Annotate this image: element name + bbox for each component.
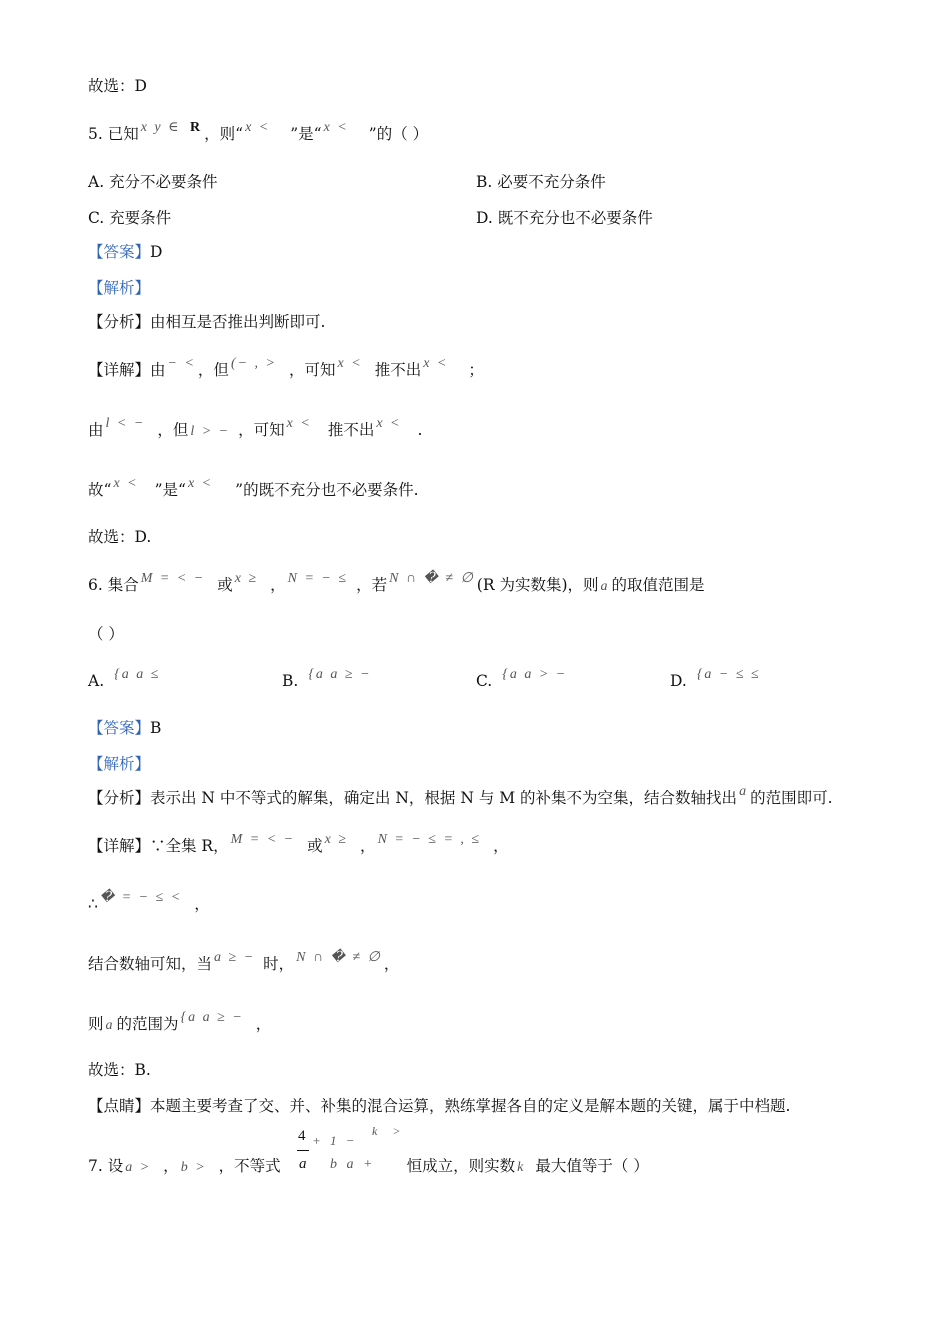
q6-math-2: x ≥ bbox=[234, 571, 259, 586]
q5-math-1: x y ∈ bbox=[140, 120, 187, 135]
q6-detail-line-1 bbox=[88, 832, 509, 858]
q5-line2-prefix: 由 bbox=[88, 421, 104, 439]
q5-fenxi: 【分析】由相互是否推出判断即可. bbox=[88, 313, 326, 331]
q6-option-c bbox=[476, 667, 569, 693]
q5-detail-text-4: ； bbox=[468, 361, 484, 379]
q6-option-b bbox=[282, 667, 374, 693]
q6-dianjing-text: 本题主要考查了交、并、补集的混合运算，熟练掌握各自的定义是解本题的关键，属于中档题. bbox=[150, 1097, 791, 1115]
q5-option-b: B. 必要不充分条件 bbox=[476, 173, 606, 191]
q6-option-d bbox=[670, 667, 763, 693]
q5-text-mid: ，则“ bbox=[204, 125, 244, 143]
q6-detail-text-3: ， bbox=[493, 837, 509, 855]
q6-answer-value: B bbox=[150, 719, 162, 737]
q6-fenxi-math: a bbox=[739, 784, 749, 799]
q5-option-c: C. 充要条件 bbox=[88, 209, 172, 227]
q6-range-math-2: {a a ≥ − bbox=[180, 1010, 244, 1025]
q5-detail-text-2: ，可知 bbox=[289, 361, 336, 379]
q7-math-4: k bbox=[517, 1160, 526, 1175]
q6-therefore-math: � = − ≤ < bbox=[99, 890, 183, 905]
q6-range-text-1: 的范围为 bbox=[116, 1015, 179, 1033]
q6-option-a-label: A. bbox=[88, 672, 105, 690]
q6-detail-prefix: 【详解】∵全集 R， bbox=[88, 837, 229, 855]
q5-conc-math-1: x < bbox=[113, 476, 139, 491]
q5-option-d: D. 既不充分也不必要条件 bbox=[476, 209, 653, 227]
q6-math-3: N = − ≤ bbox=[287, 571, 349, 586]
q5-prefix: 5. 已知 bbox=[88, 125, 139, 143]
q6-range-prefix: 则 bbox=[88, 1015, 104, 1033]
q5-detail-line-1 bbox=[88, 356, 484, 382]
q6-stem bbox=[88, 571, 705, 597]
q6-detail-math-1: M = < − bbox=[230, 832, 296, 847]
q6-axis-text-2: ， bbox=[383, 955, 400, 973]
q6-axis-line bbox=[88, 950, 400, 976]
q6-detail-math-3: N = − ≤ = , ≤ bbox=[377, 832, 482, 847]
q6-fenxi-end: 的范围即可. bbox=[750, 789, 833, 807]
q5-detail-math-4: x < bbox=[423, 356, 449, 371]
q6-option-b-label: B. bbox=[282, 672, 299, 690]
q5-detail-math-1: − < bbox=[167, 356, 196, 371]
q5-option-a: A. 充分不必要条件 bbox=[88, 173, 218, 191]
q6-therefore-symbol: ∴ bbox=[88, 895, 98, 913]
q6-range-line bbox=[88, 1010, 272, 1036]
q5-detail-text-1: ，但 bbox=[197, 361, 229, 379]
q5-line2-math-4: x < bbox=[376, 416, 402, 431]
q6-dianjing-tag: 【点睛】 bbox=[88, 1097, 151, 1115]
q5-line2-text-1: ，但 bbox=[157, 421, 189, 439]
q6-option-c-label: C. bbox=[476, 672, 493, 690]
q5-line2-text-4: . bbox=[417, 421, 423, 439]
q6-option-b-math: {a a ≥ − bbox=[308, 667, 372, 682]
q6-math-5: a bbox=[600, 579, 610, 594]
q6-fenxi bbox=[88, 784, 833, 810]
q5-conclusion bbox=[88, 476, 419, 502]
q6-range-text-2: ， bbox=[255, 1015, 272, 1033]
q6-answer-tag: 【答案】 bbox=[88, 719, 151, 737]
q7-math-3c: k > bbox=[372, 1124, 407, 1138]
q5-detail-text-3: 推不出 bbox=[374, 361, 422, 379]
q6-choice: 故选：B. bbox=[88, 1061, 151, 1079]
q7-fraction-bar bbox=[297, 1150, 309, 1151]
q6-paren: （ ） bbox=[88, 625, 124, 643]
q7-fraction-denominator: a bbox=[299, 1156, 307, 1172]
q7-math-3: + 1 − bbox=[312, 1133, 358, 1148]
q6-axis-math-2: N ∩ � ≠ ∅ bbox=[296, 950, 382, 965]
q6-option-a bbox=[88, 667, 162, 693]
q6-text-4: (R 为实数集)，则 bbox=[476, 576, 599, 594]
q5-math-3: x < bbox=[323, 120, 349, 135]
q6-option-c-math: {a a > − bbox=[502, 667, 568, 682]
q5-text-mid2: ”是“ bbox=[290, 125, 322, 143]
q6-option-d-math: {a − ≤ ≤ bbox=[696, 667, 761, 682]
q5-line2-text-3: 推不出 bbox=[327, 421, 375, 439]
q5-line2-math-2: l > − bbox=[190, 424, 231, 439]
answer-tag: 【答案】 bbox=[88, 243, 151, 261]
prev-choice: 故选：D bbox=[88, 77, 147, 95]
q6-text-2: ， bbox=[270, 576, 286, 594]
q6-axis-text-1: 时， bbox=[263, 955, 295, 973]
q5-stem bbox=[88, 120, 429, 146]
q5-conc-text-1: ”是“ bbox=[154, 481, 186, 499]
q6-range-math-1: a bbox=[105, 1018, 115, 1033]
q6-option-a-math: {a a ≤ bbox=[114, 667, 161, 682]
q6-therefore-text: ， bbox=[194, 895, 210, 913]
q7-text-3: 恒成立，则实数 bbox=[406, 1157, 516, 1175]
q5-math-2: x < bbox=[245, 120, 271, 135]
q5-math-R: R bbox=[190, 120, 203, 135]
q5-analysis-tag: 【解析】 bbox=[88, 279, 151, 297]
q7-math-3b: b a + bbox=[330, 1157, 376, 1172]
q6-detail-math-2: x ≥ bbox=[324, 832, 349, 847]
q5-answer bbox=[88, 242, 162, 262]
q6-detail-text-2: ， bbox=[360, 837, 376, 855]
q7-text-1: ， bbox=[163, 1157, 179, 1175]
q7-text-2: ，不等式 bbox=[218, 1157, 281, 1175]
q5-line2-text-2: ，可知 bbox=[238, 421, 285, 439]
q5-detail-prefix: 【详解】由 bbox=[88, 361, 166, 379]
q6-prefix: 6. 集合 bbox=[88, 576, 139, 594]
q6-answer bbox=[88, 718, 161, 738]
q7-math-2: b > bbox=[180, 1160, 207, 1175]
q6-math-4: N ∩ � ≠ ∅ bbox=[389, 571, 475, 586]
q6-fenxi-text: 【分析】表示出 N 中不等式的解集，确定出 N，根据 N 与 M 的补集不为空集，结合数轴找出 bbox=[88, 789, 738, 807]
q5-conc-math-2: x < bbox=[187, 476, 214, 491]
q5-conc-text-2: ”的既不充分也不必要条件. bbox=[235, 481, 419, 499]
q6-text-3: ，若 bbox=[356, 576, 388, 594]
q6-math-1: M = < − bbox=[140, 571, 206, 586]
q5-detail-math-2: (− , > bbox=[230, 356, 277, 371]
q5-detail-math-3: x < bbox=[337, 356, 363, 371]
q6-analysis-tag: 【解析】 bbox=[88, 755, 151, 773]
q6-text-5: 的取值范围是 bbox=[611, 576, 705, 594]
q6-axis-prefix: 结合数轴可知，当 bbox=[88, 955, 213, 973]
q7-prefix: 7. 设 bbox=[88, 1157, 124, 1175]
q6-detail-text-1: 或 bbox=[307, 837, 323, 855]
q5-detail-line-2 bbox=[88, 416, 423, 442]
q6-option-d-label: D. bbox=[670, 672, 687, 690]
q5-line2-math-1: l < − bbox=[105, 416, 146, 431]
q6-text-1: 或 bbox=[217, 576, 233, 594]
q5-choice: 故选：D. bbox=[88, 528, 152, 546]
q7-text-4: 最大值等于（ ） bbox=[535, 1157, 649, 1175]
q5-conc-prefix: 故“ bbox=[88, 481, 112, 499]
q5-answer-value: D bbox=[150, 243, 163, 261]
q7-math-1: a > bbox=[125, 1160, 152, 1175]
q6-dianjing bbox=[88, 1096, 790, 1116]
q6-therefore-line bbox=[88, 890, 210, 916]
q5-line2-math-3: x < bbox=[286, 416, 312, 431]
q7-fraction-numerator: 4 bbox=[298, 1128, 306, 1144]
q6-axis-math-1: a ≥ − bbox=[214, 950, 256, 965]
q5-text-end: ”的（ ） bbox=[368, 125, 429, 143]
